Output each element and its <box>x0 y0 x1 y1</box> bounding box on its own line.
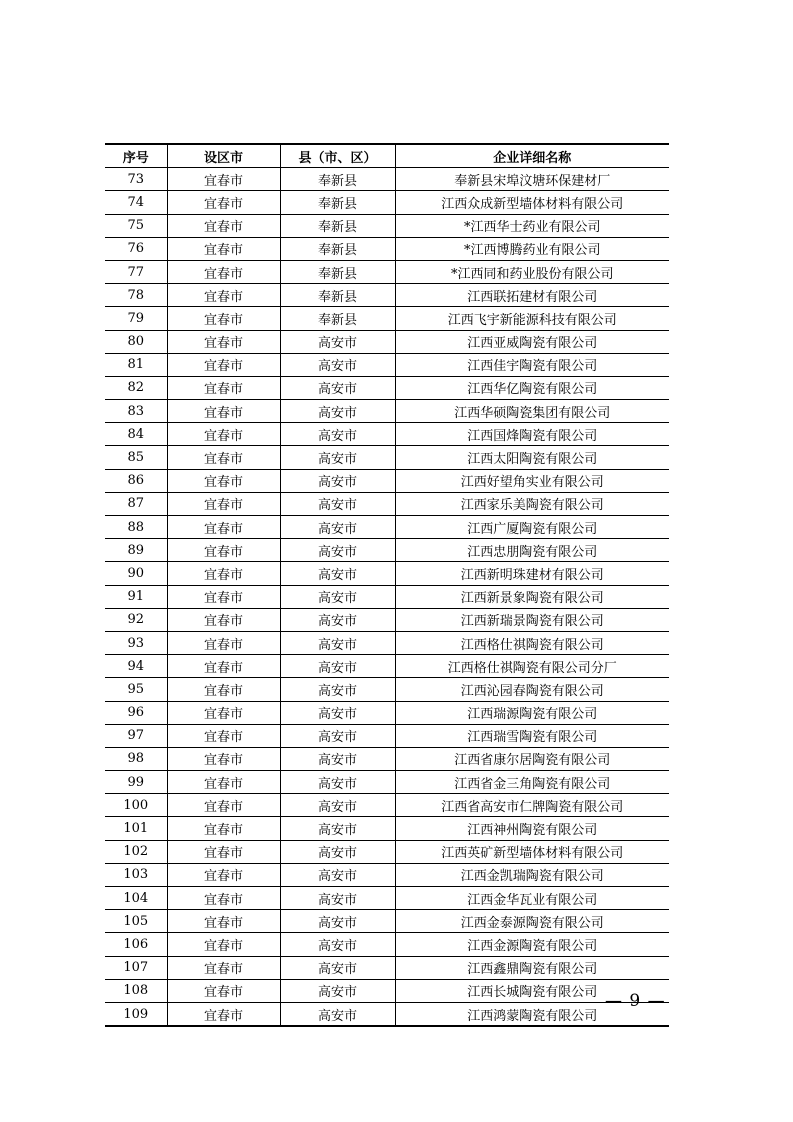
cell-county: 高安市 <box>280 631 395 654</box>
cell-city: 宜春市 <box>167 400 280 423</box>
cell-city: 宜春市 <box>167 724 280 747</box>
cell-county: 高安市 <box>280 747 395 770</box>
cell-county: 高安市 <box>280 469 395 492</box>
cell-serial: 100 <box>105 794 167 817</box>
table-row <box>105 516 669 539</box>
cell-county: 高安市 <box>280 771 395 794</box>
table-row <box>105 400 669 423</box>
cell-enterprise-name: 江西新明珠建材有限公司 <box>395 562 669 585</box>
cell-serial: 106 <box>105 933 167 956</box>
table-row <box>105 887 669 910</box>
cell-enterprise-name: 江西新景象陶瓷有限公司 <box>395 585 669 608</box>
cell-enterprise-name: 江西好望角实业有限公司 <box>395 469 669 492</box>
cell-serial: 95 <box>105 678 167 701</box>
cell-enterprise-name: 江西佳宇陶瓷有限公司 <box>395 353 669 376</box>
header-serial: 序号 <box>105 144 167 168</box>
cell-county: 奉新县 <box>280 168 395 191</box>
cell-county: 奉新县 <box>280 260 395 283</box>
cell-enterprise-name: 江西华亿陶瓷有限公司 <box>395 376 669 399</box>
cell-city: 宜春市 <box>167 887 280 910</box>
cell-county: 高安市 <box>280 516 395 539</box>
cell-serial: 98 <box>105 747 167 770</box>
cell-serial: 81 <box>105 353 167 376</box>
cell-county: 高安市 <box>280 863 395 886</box>
cell-county: 高安市 <box>280 446 395 469</box>
cell-enterprise-name: 江西鑫鼎陶瓷有限公司 <box>395 956 669 979</box>
cell-enterprise-name: 江西众成新型墙体材料有限公司 <box>395 191 669 214</box>
cell-county: 高安市 <box>280 701 395 724</box>
cell-city: 宜春市 <box>167 469 280 492</box>
cell-enterprise-name: 江西沁园春陶瓷有限公司 <box>395 678 669 701</box>
cell-city: 宜春市 <box>167 330 280 353</box>
table-row <box>105 492 669 515</box>
cell-city: 宜春市 <box>167 701 280 724</box>
cell-serial: 84 <box>105 423 167 446</box>
cell-county: 高安市 <box>280 608 395 631</box>
cell-enterprise-name: 江西格仕祺陶瓷有限公司 <box>395 631 669 654</box>
cell-county: 高安市 <box>280 353 395 376</box>
cell-city: 宜春市 <box>167 353 280 376</box>
cell-serial: 93 <box>105 631 167 654</box>
cell-county: 高安市 <box>280 330 395 353</box>
table-row <box>105 608 669 631</box>
cell-serial: 74 <box>105 191 167 214</box>
cell-county: 高安市 <box>280 979 395 1002</box>
table-row <box>105 979 669 1002</box>
page-number: — 9 — <box>605 991 666 1011</box>
table-row <box>105 168 669 191</box>
cell-county: 高安市 <box>280 655 395 678</box>
cell-serial: 76 <box>105 237 167 260</box>
cell-enterprise-name: 江西省高安市仁牌陶瓷有限公司 <box>395 794 669 817</box>
cell-city: 宜春市 <box>167 678 280 701</box>
cell-enterprise-name: 江西英矿新型墙体材料有限公司 <box>395 840 669 863</box>
table-row <box>105 840 669 863</box>
cell-city: 宜春市 <box>167 562 280 585</box>
cell-serial: 105 <box>105 910 167 933</box>
table-row <box>105 747 669 770</box>
cell-city: 宜春市 <box>167 260 280 283</box>
cell-enterprise-name: 江西国烽陶瓷有限公司 <box>395 423 669 446</box>
cell-city: 宜春市 <box>167 284 280 307</box>
cell-county: 高安市 <box>280 956 395 979</box>
cell-serial: 82 <box>105 376 167 399</box>
table-row <box>105 863 669 886</box>
table-row <box>105 1002 669 1026</box>
table-row <box>105 724 669 747</box>
cell-enterprise-name: 江西广厦陶瓷有限公司 <box>395 516 669 539</box>
table-row <box>105 330 669 353</box>
cell-enterprise-name: 江西格仕祺陶瓷有限公司分厂 <box>395 655 669 678</box>
cell-city: 宜春市 <box>167 214 280 237</box>
cell-serial: 103 <box>105 863 167 886</box>
cell-city: 宜春市 <box>167 910 280 933</box>
cell-serial: 96 <box>105 701 167 724</box>
table-row <box>105 562 669 585</box>
table-row <box>105 214 669 237</box>
cell-enterprise-name: 江西华硕陶瓷集团有限公司 <box>395 400 669 423</box>
cell-city: 宜春市 <box>167 585 280 608</box>
table-row <box>105 631 669 654</box>
cell-city: 宜春市 <box>167 446 280 469</box>
cell-city: 宜春市 <box>167 237 280 260</box>
table-body <box>105 168 669 1026</box>
table-row <box>105 307 669 330</box>
cell-serial: 79 <box>105 307 167 330</box>
cell-enterprise-name: 江西金泰源陶瓷有限公司 <box>395 910 669 933</box>
cell-city: 宜春市 <box>167 933 280 956</box>
table-row <box>105 539 669 562</box>
cell-enterprise-name: 江西鸿蒙陶瓷有限公司 <box>395 1002 669 1026</box>
cell-county: 高安市 <box>280 1002 395 1026</box>
cell-city: 宜春市 <box>167 956 280 979</box>
cell-serial: 108 <box>105 979 167 1002</box>
cell-enterprise-name: 江西亚威陶瓷有限公司 <box>395 330 669 353</box>
cell-county: 奉新县 <box>280 214 395 237</box>
cell-enterprise-name: 江西新瑞景陶瓷有限公司 <box>395 608 669 631</box>
table-row <box>105 678 669 701</box>
cell-county: 高安市 <box>280 840 395 863</box>
cell-county: 高安市 <box>280 376 395 399</box>
cell-city: 宜春市 <box>167 307 280 330</box>
cell-serial: 78 <box>105 284 167 307</box>
cell-city: 宜春市 <box>167 747 280 770</box>
cell-county: 高安市 <box>280 423 395 446</box>
cell-city: 宜春市 <box>167 191 280 214</box>
cell-enterprise-name: 江西家乐美陶瓷有限公司 <box>395 492 669 515</box>
cell-enterprise-name: 江西金凯瑞陶瓷有限公司 <box>395 863 669 886</box>
table-row <box>105 191 669 214</box>
cell-county: 奉新县 <box>280 237 395 260</box>
cell-county: 奉新县 <box>280 284 395 307</box>
cell-city: 宜春市 <box>167 376 280 399</box>
cell-city: 宜春市 <box>167 771 280 794</box>
table-row <box>105 933 669 956</box>
cell-serial: 90 <box>105 562 167 585</box>
cell-city: 宜春市 <box>167 539 280 562</box>
cell-serial: 75 <box>105 214 167 237</box>
cell-serial: 77 <box>105 260 167 283</box>
cell-enterprise-name: 江西忠朋陶瓷有限公司 <box>395 539 669 562</box>
cell-serial: 80 <box>105 330 167 353</box>
cell-enterprise-name: 江西省金三角陶瓷有限公司 <box>395 771 669 794</box>
cell-serial: 104 <box>105 887 167 910</box>
cell-serial: 92 <box>105 608 167 631</box>
cell-serial: 97 <box>105 724 167 747</box>
cell-city: 宜春市 <box>167 794 280 817</box>
cell-serial: 85 <box>105 446 167 469</box>
cell-serial: 88 <box>105 516 167 539</box>
table-header <box>105 144 669 168</box>
cell-serial: 86 <box>105 469 167 492</box>
table-row <box>105 469 669 492</box>
cell-county: 奉新县 <box>280 307 395 330</box>
cell-county: 高安市 <box>280 817 395 840</box>
cell-county: 高安市 <box>280 910 395 933</box>
cell-city: 宜春市 <box>167 516 280 539</box>
cell-county: 高安市 <box>280 492 395 515</box>
header-city: 设区市 <box>167 144 280 168</box>
table-row <box>105 237 669 260</box>
table-row <box>105 284 669 307</box>
table-row <box>105 260 669 283</box>
cell-serial: 107 <box>105 956 167 979</box>
cell-county: 高安市 <box>280 678 395 701</box>
cell-serial: 83 <box>105 400 167 423</box>
cell-enterprise-name: 江西金华瓦业有限公司 <box>395 887 669 910</box>
table-row <box>105 353 669 376</box>
cell-serial: 102 <box>105 840 167 863</box>
cell-county: 高安市 <box>280 562 395 585</box>
cell-county: 高安市 <box>280 585 395 608</box>
cell-county: 高安市 <box>280 887 395 910</box>
cell-serial: 94 <box>105 655 167 678</box>
table-row <box>105 817 669 840</box>
cell-city: 宜春市 <box>167 1002 280 1026</box>
cell-county: 高安市 <box>280 794 395 817</box>
table-row <box>105 585 669 608</box>
cell-county: 高安市 <box>280 724 395 747</box>
cell-enterprise-name: *江西同和药业股份有限公司 <box>395 260 669 283</box>
cell-enterprise-name: 江西联拓建材有限公司 <box>395 284 669 307</box>
table-row <box>105 376 669 399</box>
cell-city: 宜春市 <box>167 979 280 1002</box>
cell-serial: 109 <box>105 1002 167 1026</box>
cell-serial: 87 <box>105 492 167 515</box>
cell-city: 宜春市 <box>167 492 280 515</box>
header-county: 县（市、区） <box>280 144 395 168</box>
cell-enterprise-name: 江西神州陶瓷有限公司 <box>395 817 669 840</box>
header-row <box>105 144 669 168</box>
cell-enterprise-name: 江西飞宇新能源科技有限公司 <box>395 307 669 330</box>
cell-county: 奉新县 <box>280 191 395 214</box>
cell-city: 宜春市 <box>167 655 280 678</box>
cell-county: 高安市 <box>280 400 395 423</box>
cell-county: 高安市 <box>280 933 395 956</box>
cell-enterprise-name: 江西金源陶瓷有限公司 <box>395 933 669 956</box>
table-row <box>105 423 669 446</box>
cell-enterprise-name: 江西太阳陶瓷有限公司 <box>395 446 669 469</box>
cell-enterprise-name: 江西瑞源陶瓷有限公司 <box>395 701 669 724</box>
header-enterprise-name: 企业详细名称 <box>395 144 669 168</box>
table-row <box>105 446 669 469</box>
table-row <box>105 794 669 817</box>
table-row <box>105 956 669 979</box>
cell-enterprise-name: 江西瑞雪陶瓷有限公司 <box>395 724 669 747</box>
cell-city: 宜春市 <box>167 840 280 863</box>
table-row <box>105 655 669 678</box>
cell-county: 高安市 <box>280 539 395 562</box>
cell-serial: 101 <box>105 817 167 840</box>
cell-serial: 99 <box>105 771 167 794</box>
table-row <box>105 771 669 794</box>
cell-enterprise-name: 江西长城陶瓷有限公司 <box>395 979 669 1002</box>
cell-enterprise-name: *江西博腾药业有限公司 <box>395 237 669 260</box>
cell-city: 宜春市 <box>167 423 280 446</box>
cell-enterprise-name: 江西省康尔居陶瓷有限公司 <box>395 747 669 770</box>
cell-serial: 91 <box>105 585 167 608</box>
cell-city: 宜春市 <box>167 168 280 191</box>
cell-serial: 89 <box>105 539 167 562</box>
cell-city: 宜春市 <box>167 863 280 886</box>
table-row <box>105 910 669 933</box>
cell-enterprise-name: 奉新县宋埠汶塘环保建材厂 <box>395 168 669 191</box>
cell-city: 宜春市 <box>167 631 280 654</box>
table-row <box>105 701 669 724</box>
cell-city: 宜春市 <box>167 817 280 840</box>
cell-serial: 73 <box>105 168 167 191</box>
enterprise-table <box>105 143 669 1027</box>
cell-city: 宜春市 <box>167 608 280 631</box>
cell-enterprise-name: *江西华士药业有限公司 <box>395 214 669 237</box>
